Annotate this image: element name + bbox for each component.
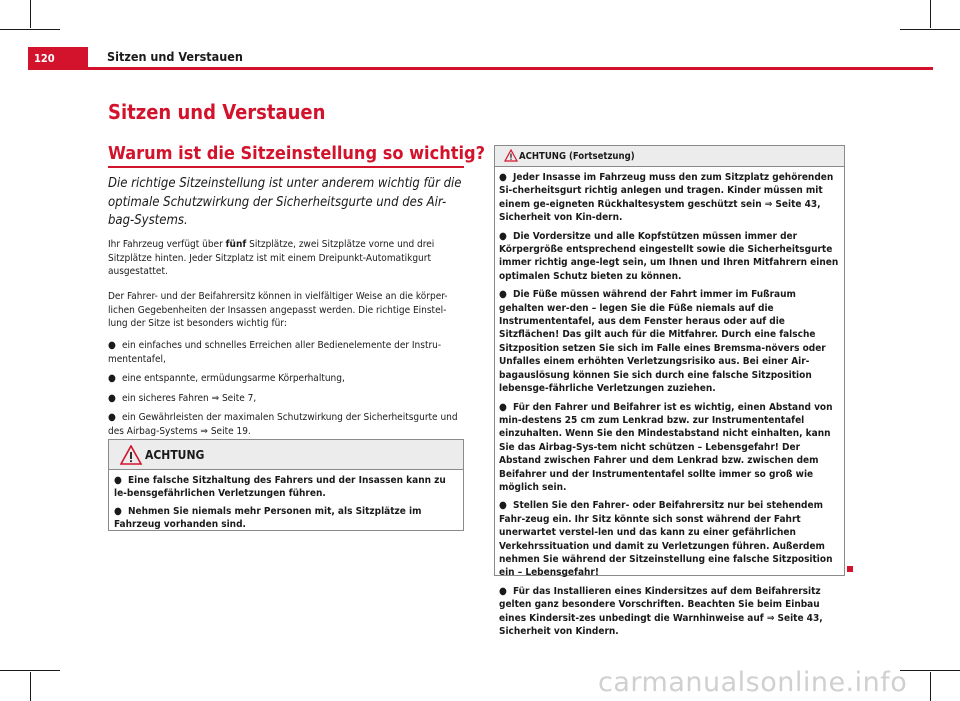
section-title: Warum ist die Sitzeinstellung so wichtig? <box>108 143 486 164</box>
warning-text: Für den Fahrer und Beifahrer ist es wichtig, einen Abstand von min-destens 25 cm zum Lenkrad bzw. zur Instrumententafel einzuhalten. Wenn Sie den Mindestabstand nicht einhalten, kann Sie das Airbag-Sys-tem nicht schützen – Lebensgefahr! Der Abstand zwischen Fahrer und dem Lenkrad bzw. zwischen dem Beifahrer und der Instrumententafel sollte immer so groß wie möglich sein. <box>499 401 833 493</box>
list-item <box>499 230 840 284</box>
list-item <box>114 474 458 500</box>
list-item <box>499 585 840 639</box>
p1-post: Sitzplätze, zwei Sitzplätze vorne und drei Sitzplätze hinten. Jeder Sitzplatz ist mit einem Dreipunkt-Automatikgurt ausgestattet. <box>108 239 435 277</box>
bullet-dot: ● <box>499 230 507 242</box>
paragraph-adjust <box>108 290 464 331</box>
bullet-text: ein Gewährleisten der maximalen Schutzwirkung der Sicherheitsgurte und des Airbag-Systems ⇒ Seite 19. <box>108 412 458 437</box>
crop-mark <box>0 29 60 30</box>
bullet-dot: ● <box>499 289 507 301</box>
chapter-title: Sitzen und Verstauen <box>108 100 326 124</box>
crop-mark <box>30 0 31 28</box>
bullet-dot: ● <box>499 585 507 597</box>
bullet-dot: ● <box>108 373 116 384</box>
warning-text: Die Vordersitze und alle Kopfstützen müssen immer der Körpergröße entsprechend eingestellt sowie die Sicherheitsgurte immer richtig ange-legt sein, um Ihnen und Ihren Mitfahrern einen optimalen Schutz bieten zu können. <box>499 230 839 282</box>
list-item <box>108 411 464 438</box>
warning-text: Eine falsche Sitzhaltung des Fahrers und der Insassen kann zu le-bensgefährlichen Verletzungen führen. <box>114 475 446 499</box>
section-lead: Die richtige Sitzeinstellung ist unter anderem wichtig für die optimale Schutzwirkung der Sicherheitsgurte und des Air-bag-Systems. <box>108 176 462 228</box>
warning-continued-box <box>494 145 845 637</box>
warning-box <box>108 439 464 531</box>
p2-text: Der Fahrer- und der Beifahrersitz können in vielfältiger Weise an die körper-lichen Gegebenheiten der Insassen angepasst werden. Die richtige Einstel-lung der Sitze ist besonders wichtig für: <box>108 291 448 329</box>
warning-continued-header <box>495 146 844 167</box>
warning-triangle-icon <box>504 149 518 162</box>
list-item <box>499 499 840 579</box>
list-item <box>108 339 464 366</box>
bullet-dot: ● <box>114 506 122 517</box>
bullet-dot: ● <box>108 340 116 351</box>
list-item <box>114 505 458 531</box>
bullet-dot: ● <box>499 500 507 512</box>
bullet-text: ein einfaches und schnelles Erreichen aller Bedienelemente der Instru-mententafel, <box>108 340 442 365</box>
warning-text: Für das Installieren eines Kindersitzes auf dem Beifahrersitz gelten ganz besondere Vorschriften. Beachten Sie beim Einbau eines Kindersit-zes unbedingt die Warnhinweise auf ⇒ Seite 43, Sicherheit von Kindern. <box>499 585 823 637</box>
list-item <box>499 171 840 225</box>
bullet-dot: ● <box>108 392 116 404</box>
header-rule <box>28 67 933 70</box>
crop-mark <box>930 0 931 28</box>
crop-mark <box>900 670 960 671</box>
list-item <box>108 372 464 386</box>
bullet-dot: ● <box>114 475 122 486</box>
warning-text: Die Füße müssen während der Fahrt immer im Fußraum gehalten wer-den – legen Sie die Füße niemals auf die Instrumententafel, aus dem Fenster heraus oder auf die Sitzflächen! Das gilt auch für die Mitfahrer. Durch eine falsche Sitzposition setzen Sie sich im Falle eines Bremsma-növers oder Unfalles einem erhöhten Verletzungsrisiko aus. Bei einer Air-bagauslösung können Sie sich durch eine falsche Sitzposition lebensge-fährliche Verletzungen zuziehen. <box>499 289 826 395</box>
bullet-text: eine entspannte, ermüdungsarme Körperhaltung, <box>122 373 345 384</box>
warning-header <box>109 440 463 470</box>
crop-mark <box>30 672 31 701</box>
p1-bold: fünf <box>225 239 247 250</box>
warning-triangle-icon <box>120 445 142 465</box>
p1-pre: Ihr Fahrzeug verfügt über <box>108 239 226 250</box>
list-item <box>499 401 840 495</box>
section-rule <box>108 166 464 168</box>
list-item <box>108 392 464 406</box>
warning-continued-label: ACHTUNG (Fortsetzung) <box>519 151 635 162</box>
warning-label: ACHTUNG <box>145 448 205 462</box>
watermark: carmanualsonline.info <box>598 667 908 698</box>
page-number: 120 <box>28 47 88 69</box>
warning-text: Jeder Insasse im Fahrzeug muss den zum Sitzplatz gehörenden Si-cherheitsgurt richtig anlegen und tragen. Kinder müssen mit einem ge-eigneten Rückhaltesystem geschützt sein ⇒ Seite 43, Sicherheit von Kin-dern. <box>499 172 834 224</box>
crop-mark <box>900 29 960 30</box>
warning-continued-body <box>495 171 844 643</box>
warning-body <box>109 474 463 536</box>
bullet-dot: ● <box>499 401 507 413</box>
paragraph-seats <box>108 238 464 279</box>
crop-mark <box>930 672 931 701</box>
crop-mark <box>0 670 60 671</box>
warning-text: Stellen Sie den Fahrer- oder Beifahrersitz nur bei stehendem Fahr-zeug ein. Ihr Sitz könnte sich sonst während der Fahrt unerwartet verstel-len und das kann zu einer gefährlichen Verkehrssituation und damit zu Verletzungen führen. Außerdem nehmen Sie während der Sitzeinstellung eine falsche Sitzposition ein – Lebensgefahr! <box>499 500 833 579</box>
warning-text: Nehmen Sie niemals mehr Personen mit, als Sitzplätze im Fahrzeug vorhanden sind. <box>114 506 422 530</box>
bullet-list <box>108 339 464 444</box>
running-title: Sitzen und Verstauen <box>107 49 243 64</box>
bullet-dot: ● <box>108 412 116 423</box>
list-item <box>499 288 840 395</box>
end-of-section-mark <box>847 566 853 572</box>
bullet-dot: ● <box>499 172 507 183</box>
bullet-text: ein sicheres Fahren ⇒ Seite 7, <box>122 392 257 404</box>
